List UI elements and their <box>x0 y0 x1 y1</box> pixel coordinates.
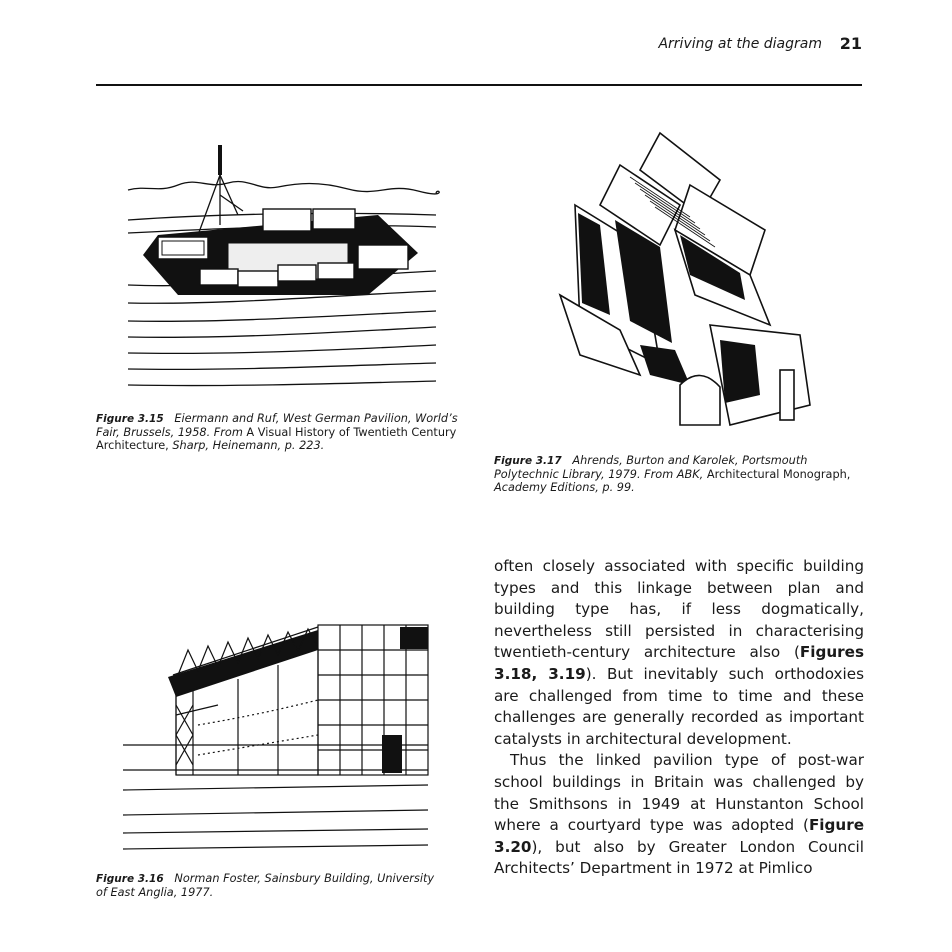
text-run: ), but also by Greater London Council Architects’ Department in 1972 at Pimlico <box>494 837 864 878</box>
figure-3-17-caption <box>494 454 866 494</box>
figure-3-15-caption <box>96 412 468 452</box>
caption-text: Ahrends, Burton and Karolek, Portsmouth Polytechnic Library, 1979. From ABK, <box>494 454 808 481</box>
figure-label: Figure 3.16 <box>96 873 164 885</box>
figure-label: Figure 3.17 <box>494 455 562 467</box>
paragraph <box>494 556 864 750</box>
paragraph <box>494 750 864 880</box>
figure-3-16-caption <box>96 872 436 899</box>
caption-book-title: Architectural Monograph, <box>706 468 851 481</box>
caption-source: Academy Editions, p. 99. <box>494 481 635 494</box>
caption-source: Sharp, Heinemann, p. 223. <box>172 439 325 452</box>
caption-book-title: A Visual History of Twentieth Century Architecture, <box>96 426 457 452</box>
page-number: 21 <box>839 34 862 53</box>
figure-3-15-drawing <box>118 145 448 395</box>
figure-3-16-drawing <box>118 605 433 855</box>
text-run: often closely associated with specific building types and this linkage between plan and building type has, if less dogmatically, nevertheless still persisted in characterising twentieth-century architecture also ( <box>494 557 864 662</box>
caption-text: Norman Foster, Sainsbury Building, University of East Anglia, 1977. <box>96 872 435 899</box>
figure-reference[interactable]: Figure 3.20 <box>494 816 864 856</box>
text-run: Thus the linked pavilion type of post-war school buildings in Britain was challenged by the Smithsons in 1949 at Hunstanton School where a courtyard type was adopted ( <box>494 751 864 835</box>
text-run: ). But inevitably such orthodoxies are challenged from time to time and these challenges are generally recorded as important catalysts in architectural development. <box>494 664 864 748</box>
running-title: Arriving at the diagram <box>658 36 822 52</box>
figure-reference[interactable]: Figures 3.18, 3.19 <box>494 643 864 683</box>
page-header <box>96 34 862 56</box>
figure-3-17-drawing <box>540 125 830 440</box>
caption-text: Eiermann and Ruf, West German Pavilion, World’s Fair, Brussels, 1958. From <box>96 412 458 439</box>
body-text <box>494 556 864 880</box>
figure-label: Figure 3.15 <box>96 413 164 425</box>
header-rule <box>96 84 862 86</box>
